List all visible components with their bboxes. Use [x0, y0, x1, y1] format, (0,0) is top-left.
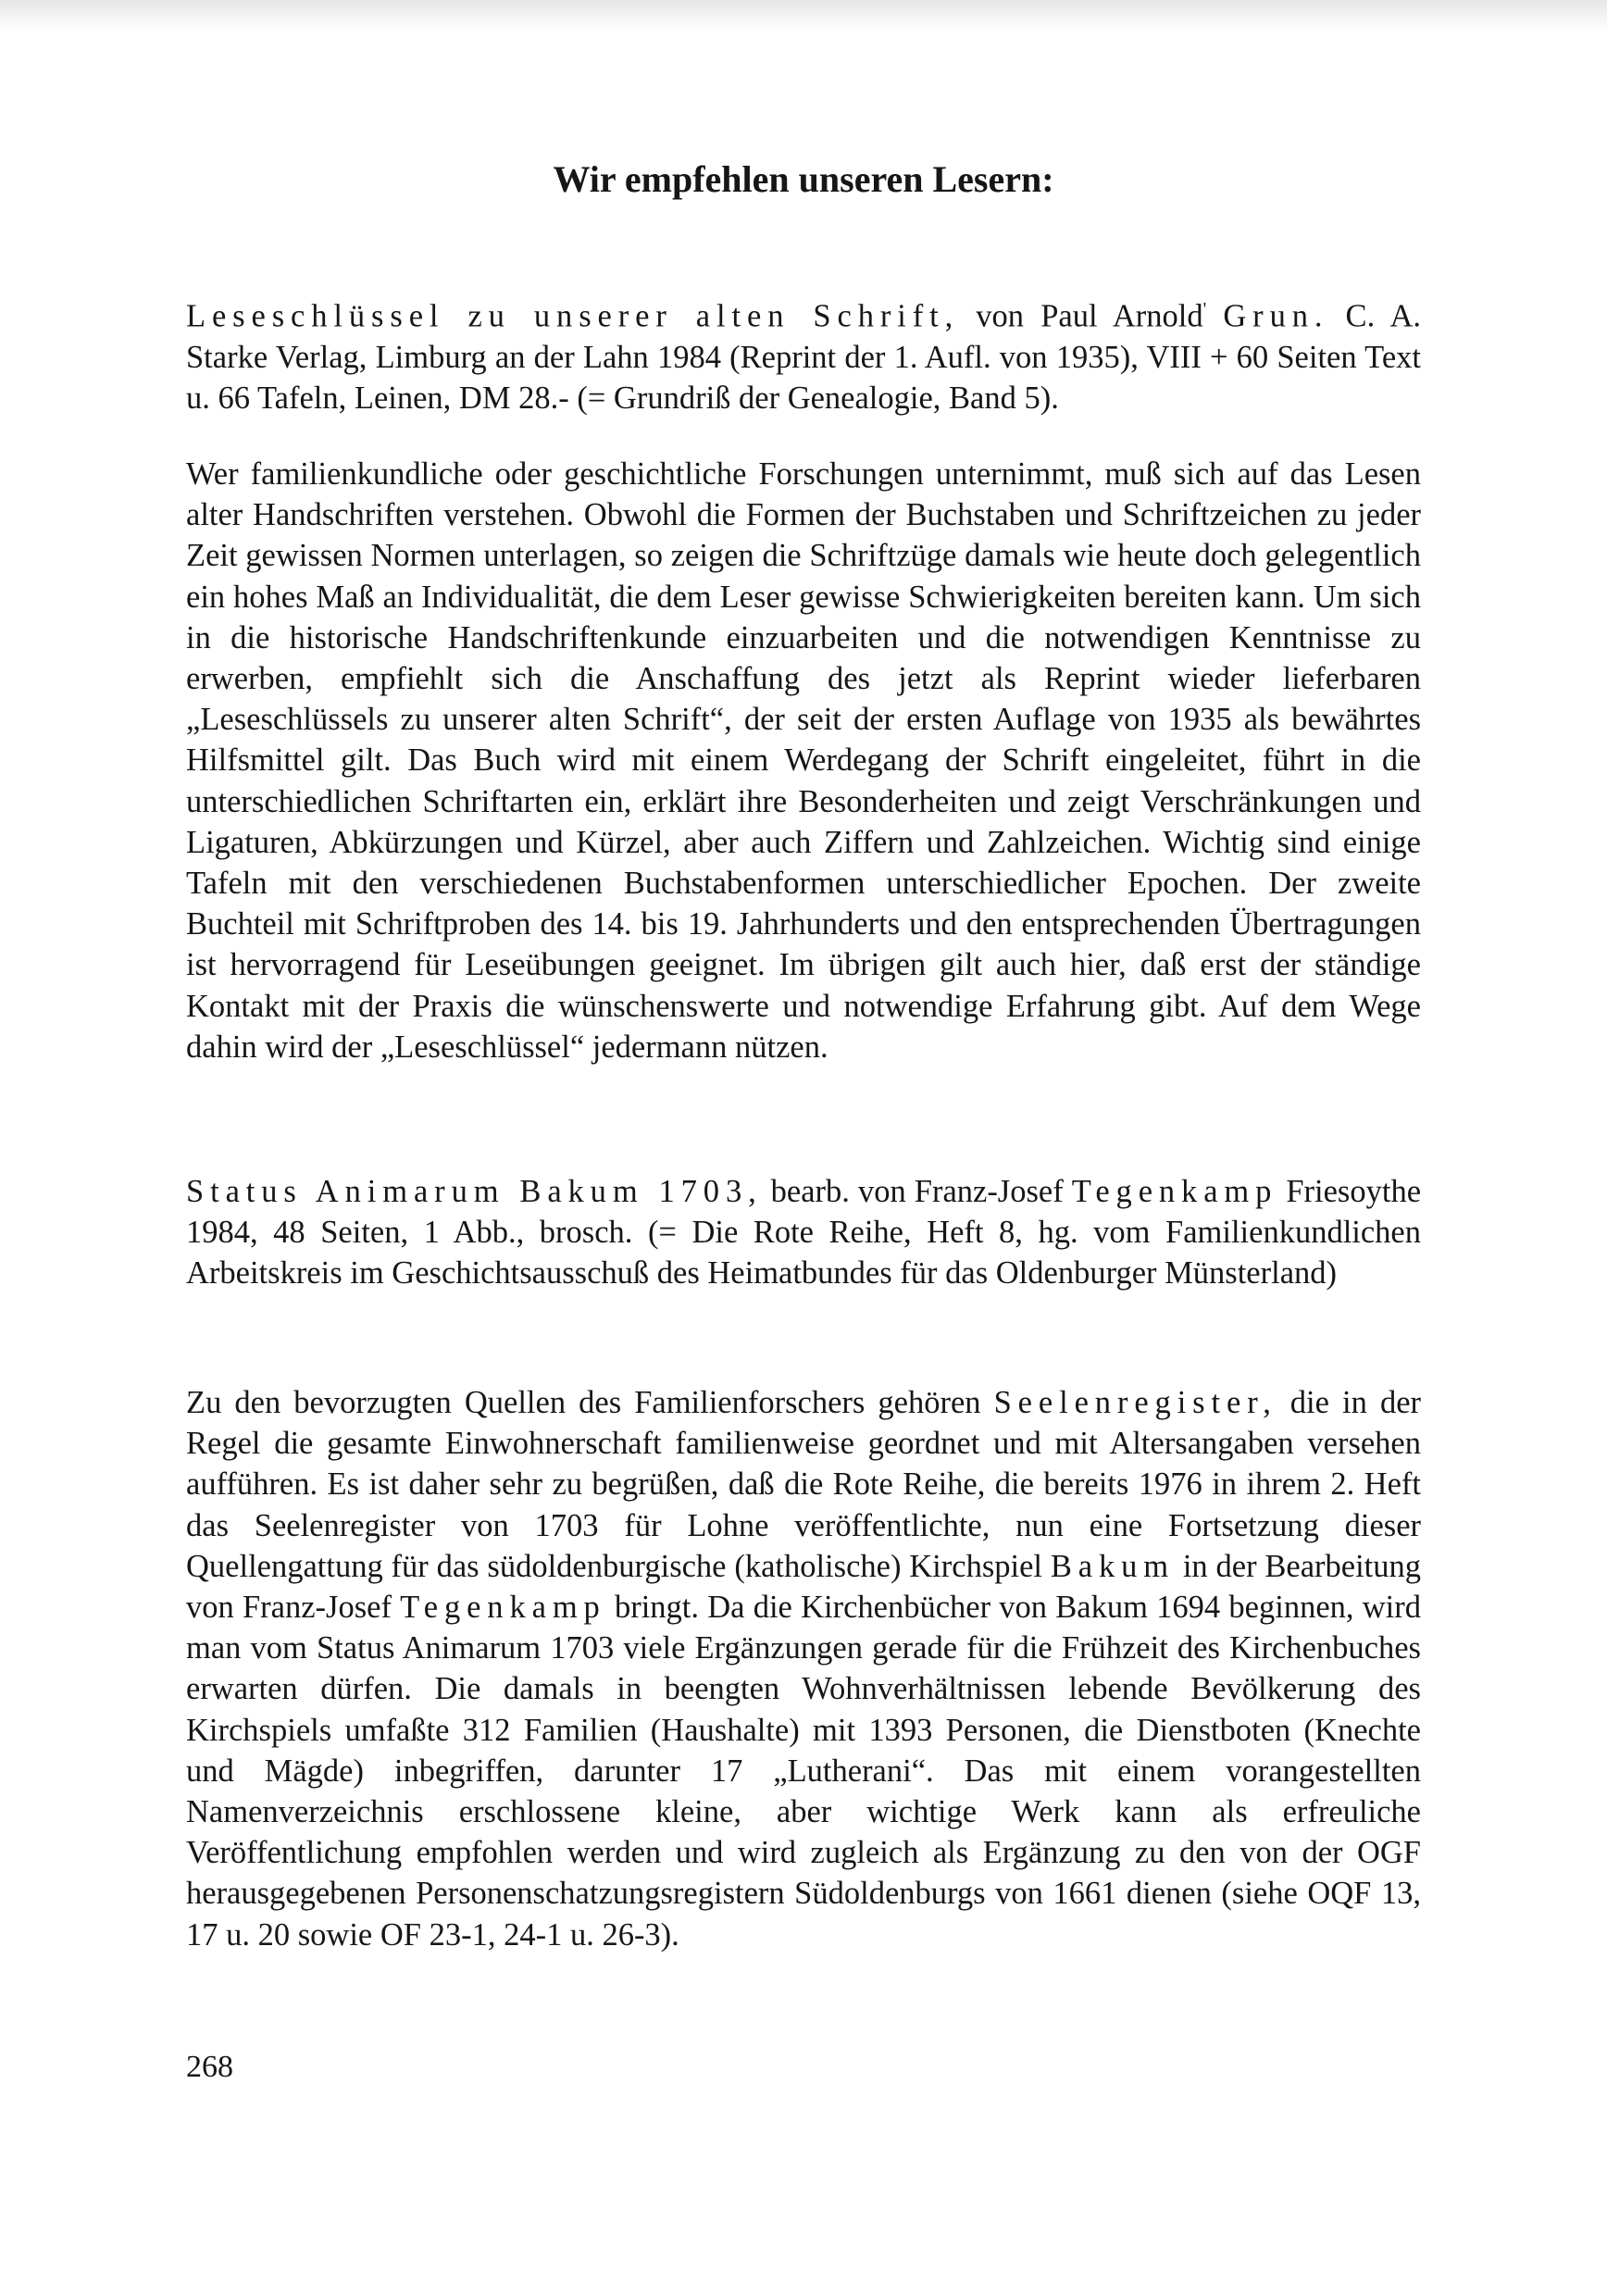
- review-2-citation: [186, 1171, 1421, 1294]
- review-1-mark: ': [1202, 299, 1207, 319]
- page-heading: Wir empfehlen unseren Lesern:: [553, 158, 1054, 200]
- review-1-body: Wer familienkundliche oder geschichtliche Forschungen unternimmt, muß sich auf das Lesen alter Handschriften verstehen. Obwohl die Formen der Buchstaben und Schriftzeichen zu jeder Zeit gewissen Normen unterlagen, so zeigen die Schriftzüge damals wie heute doch gelegentlich ein hohes Maß an Individualität, die dem Leser gewisse Schwierigkeiten bereiten kann. Um sich in die historische Handschriftenkunde einzuarbeiten und die notwendigen Kenntnisse zu erwerben, empfiehlt sich die Anschaffung des jetzt als Reprint wieder lieferbaren „Leseschlüssels zu unserer alten Schrift“, der seit der ersten Auflage von 1935 als bewährtes Hilfsmittel gilt. Das Buch wird mit einem Werdegang der Schrift eingeleitet, führt in die unterschiedlichen Schriftarten ein, erklärt ihre Besonderheiten und zeigt Verschränkungen und Ligaturen, Abkürzungen und Kürzel, aber auch Ziffern und Zahlzeichen. Wichtig sind einige Tafeln mit den verschiedenen Buchstabenformen unterschiedlicher Epochen. Der zweite Buchteil mit Schriftproben des 14. bis 19. Jahrhunderts und den entsprechenden Übertragungen ist hervorragend für Leseübungen geeignet. Im übrigen gilt auch hier, daß erst der ständige Kontakt mit der Praxis die wünschenswerte und notwendige Erfahrung gibt. Auf dem Wege dahin wird der „Leseschlüssel“ jedermann nützen.: [186, 456, 1421, 1065]
- review-2-body-part-3: in der Bearbeitung von Franz-Josef: [186, 1548, 1422, 1626]
- page-number: 268: [186, 2050, 233, 2084]
- review-2-by: bearb. von Franz-Josef: [762, 1174, 1072, 1209]
- review-2-place: Bakum: [1050, 1548, 1175, 1584]
- review-2-term: Seelenregister,: [993, 1385, 1277, 1420]
- review-1-title: Leseschlüssel zu unserer alten Schrift,: [186, 298, 960, 334]
- review-2-body-part-2: die in der Regel die gesamte Einwohnerschaft familienweise geordnet und mit Altersangaben versehen aufführen. Es ist daher sehr zu begrüßen, daß die Rote Reihe, die bereits 1976 in ihrem 2. Heft das Seelenregister von 1703 für Lohne veröffentlichte, nun eine Fortsetzung dieser Quellengattung für das südoldenburgische (katholische) Kirchspiel: [186, 1385, 1421, 1584]
- review-2-body-part-1: Zu den bevorzugten Quellen des Familienforschers gehören: [186, 1385, 994, 1420]
- review-2-author-name: Tegenkamp: [400, 1590, 606, 1626]
- review-2-biblio: Friesoythe 1984, 48 Seiten, 1 Abb., brosch. (= Die Rote Reihe, Heft 8, hg. vom Familienkundlichen Arbeitskreis im Geschichtsausschuß des Heimatbundes für das Oldenburger Münsterland): [186, 1174, 1422, 1292]
- scan-edge-shadow: [0, 0, 1607, 31]
- review-2-body-part-4: bringt. Da die Kirchenbücher von Bakum 1694 beginnen, wird man vom Status Animarum 1703 viele Ergänzungen gerade für die Frühzeit des Kirchenbuches erwarten dürfen. Die damals in beengten Wohnverhältnissen lebende Bevölkerung des Kirchspiels umfaßte 312 Familien (Haushalte) mit 1393 Personen, die Dienstboten (Knechte und Mägde) inbegriffen, darunter 17 „Lutherani“. Das mit einem vorangestellten Namenverzeichnis erschlossene kleine, aber wichtige Werk kann als erfreuliche Veröffentlichung empfohlen werden und wird zugleich als Ergänzung zu den von der OGF herausgegebenen Personenschatzungsregistern Südoldenburgs von 1661 dienen (siehe OQF 13, 17 u. 20 sowie OF 23-1, 24-1 u. 26-3).: [186, 1590, 1421, 1953]
- review-1-by: von Paul Arnold: [959, 298, 1203, 334]
- review-2-title: Status Animarum Bakum 1703,: [186, 1174, 763, 1209]
- review-1-author-surname: Grun.: [1223, 298, 1329, 334]
- review-1-biblio: C. A. Starke Verlag, Limburg an der Lahn 1984 (Reprint der 1. Aufl. von 1935), VIII + 60 Seiten Text u. 66 Tafeln, Leinen, DM 28.- (= Grundriß der Genealogie, Band 5).: [186, 298, 1422, 416]
- review-2-author-surname: Tegenkamp: [1071, 1174, 1278, 1209]
- review-2-body: [186, 1382, 1421, 1955]
- review-1-citation: [186, 289, 1421, 418]
